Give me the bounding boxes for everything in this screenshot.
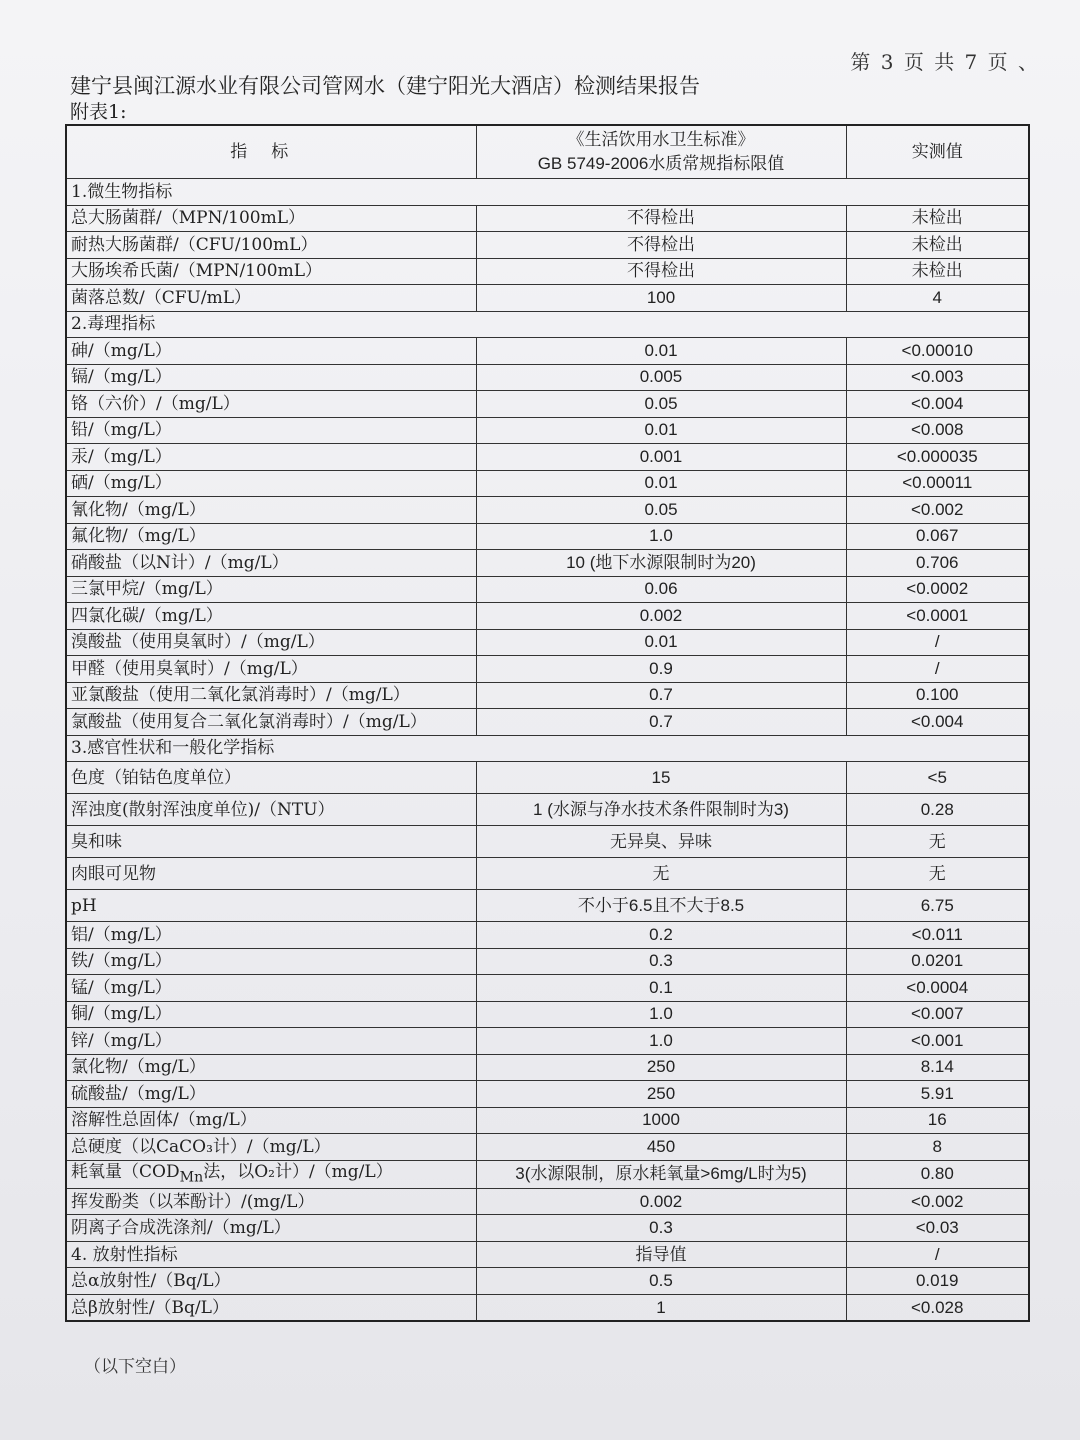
indicator-name: 汞/（mg/L）	[66, 444, 476, 471]
table-row	[66, 470, 1029, 497]
table-row	[66, 391, 1029, 418]
indicator-name: 总β放射性/（Bq/L）	[66, 1294, 476, 1321]
table-row	[66, 444, 1029, 471]
table-row	[66, 656, 1029, 683]
standard-limit: 不得检出	[476, 258, 846, 285]
measured-value: <0.003	[846, 364, 1029, 391]
annex-label: 附表1:	[70, 101, 127, 123]
measured-value: /	[846, 629, 1029, 656]
page-number: 第 3 页 共 7 页 、	[850, 50, 1040, 74]
measured-value: 8	[846, 1134, 1029, 1161]
measured-value: 0.80	[846, 1160, 1029, 1188]
measured-value: <0.028	[846, 1294, 1029, 1321]
standard-limit: 1.0	[476, 1028, 846, 1055]
standard-limit: 0.3	[476, 1215, 846, 1242]
indicator-name: 三氯甲烷/（mg/L）	[66, 576, 476, 603]
indicator-name: 总α放射性/（Bq/L）	[66, 1268, 476, 1295]
standard-limit: 100	[476, 285, 846, 312]
indicator-name: 铝/（mg/L）	[66, 922, 476, 949]
standard-limit: 不得检出	[476, 205, 846, 232]
table-row	[66, 858, 1029, 890]
measured-value: 未检出	[846, 232, 1029, 259]
indicator-name: 铬（六价）/（mg/L）	[66, 391, 476, 418]
standard-limit: 0.005	[476, 364, 846, 391]
measured-value: /	[846, 656, 1029, 683]
table-row	[66, 603, 1029, 630]
standard-limit: 0.5	[476, 1268, 846, 1295]
section-title: 2.毒理指标	[66, 311, 1029, 338]
indicator-name: 氯化物/（mg/L）	[66, 1054, 476, 1081]
measured-value: <0.008	[846, 417, 1029, 444]
section-row	[66, 179, 1029, 206]
measured-value: <0.007	[846, 1001, 1029, 1028]
indicator-name: 硫酸盐/（mg/L）	[66, 1081, 476, 1108]
measured-value: 4	[846, 285, 1029, 312]
indicator-name: 臭和味	[66, 826, 476, 858]
table-row	[66, 258, 1029, 285]
header-standard-line1: 《生活饮用水卫生标准》	[567, 130, 755, 150]
indicator-name: 溶解性总固体/（mg/L）	[66, 1107, 476, 1134]
table-row	[66, 1134, 1029, 1161]
standard-limit: 0.7	[476, 682, 846, 709]
standard-limit: 0.002	[476, 603, 846, 630]
indicator-name: 阴离子合成洗涤剂/（mg/L）	[66, 1215, 476, 1242]
measured-value: 无	[846, 858, 1029, 890]
section-row	[66, 311, 1029, 338]
indicator-name: 挥发酚类（以苯酚计）/(mg/L）	[66, 1188, 476, 1215]
indicator-name: 甲醛（使用臭氧时）/（mg/L）	[66, 656, 476, 683]
indicator-name: 氰化物/（mg/L）	[66, 497, 476, 524]
header-measured: 实测值	[846, 125, 1029, 179]
measured-value: 0.019	[846, 1268, 1029, 1295]
table-row	[66, 948, 1029, 975]
table-row	[66, 709, 1029, 736]
table-row	[66, 1268, 1029, 1295]
header-standard	[476, 125, 846, 179]
indicator-name: 总大肠菌群/（MPN/100mL）	[66, 205, 476, 232]
indicator-name: 耗氧量（$COD_{Mn}$法，以O₂计）/（mg/L）	[66, 1160, 476, 1188]
standard-limit: 3(水源限制，原水耗氧量>6mg/L时为5)	[476, 1160, 846, 1188]
table-row	[66, 794, 1029, 826]
standard-limit: 250	[476, 1054, 846, 1081]
table-row	[66, 629, 1029, 656]
results-table	[65, 124, 1030, 1322]
measured-value: <0.002	[846, 1188, 1029, 1215]
measured-value: <0.00011	[846, 470, 1029, 497]
table-row	[66, 1215, 1029, 1242]
standard-limit: 0.7	[476, 709, 846, 736]
table-row	[66, 1001, 1029, 1028]
standard-limit: 不小于6.5且不大于8.5	[476, 890, 846, 922]
table-row	[66, 922, 1029, 949]
standard-limit: 0.01	[476, 470, 846, 497]
table-row	[66, 1028, 1029, 1055]
table-row	[66, 890, 1029, 922]
standard-limit: 0.3	[476, 948, 846, 975]
table-row	[66, 205, 1029, 232]
standard-limit: 0.05	[476, 497, 846, 524]
indicator-name: 砷/（mg/L）	[66, 338, 476, 365]
section-row	[66, 735, 1029, 762]
measured-value: 0.0201	[846, 948, 1029, 975]
standard-limit: 450	[476, 1134, 846, 1161]
measured-value: 0.28	[846, 794, 1029, 826]
indicator-name: 氯酸盐（使用复合二氧化氯消毒时）/（mg/L）	[66, 709, 476, 736]
table-row	[66, 497, 1029, 524]
indicator-name: 铁/（mg/L）	[66, 948, 476, 975]
indicator-name: 锰/（mg/L）	[66, 975, 476, 1002]
standard-limit: 无	[476, 858, 846, 890]
table-header-row	[66, 125, 1029, 179]
indicator-name: 镉/（mg/L）	[66, 364, 476, 391]
standard-limit: 0.01	[476, 338, 846, 365]
indicator-name: 溴酸盐（使用臭氧时）/（mg/L）	[66, 629, 476, 656]
measured-value: <0.0002	[846, 576, 1029, 603]
measured-value: <0.0004	[846, 975, 1029, 1002]
table-row	[66, 1294, 1029, 1321]
table-row	[66, 1188, 1029, 1215]
measured-value: 未检出	[846, 205, 1029, 232]
section-title: 1.微生物指标	[66, 179, 1029, 206]
table-row	[66, 682, 1029, 709]
measured-value: 无	[846, 826, 1029, 858]
indicator-name: 色度（铂钴色度单位）	[66, 762, 476, 794]
indicator-name: 铜/（mg/L）	[66, 1001, 476, 1028]
measured-value: 5.91	[846, 1081, 1029, 1108]
measured-value: 0.706	[846, 550, 1029, 577]
table-row	[66, 1054, 1029, 1081]
standard-limit: 0.01	[476, 629, 846, 656]
measured-value: <5	[846, 762, 1029, 794]
standard-limit: 15	[476, 762, 846, 794]
indicator-name: 亚氯酸盐（使用二氧化氯消毒时）/（mg/L）	[66, 682, 476, 709]
standard-limit: 1000	[476, 1107, 846, 1134]
table-row	[66, 232, 1029, 259]
measured-value: <0.002	[846, 497, 1029, 524]
table-row	[66, 1160, 1029, 1188]
indicator-name: 大肠埃希氏菌/（MPN/100mL）	[66, 258, 476, 285]
indicator-name: 锌/（mg/L）	[66, 1028, 476, 1055]
indicator-name: 四氯化碳/（mg/L）	[66, 603, 476, 630]
standard-limit: 0.06	[476, 576, 846, 603]
measured-value: <0.004	[846, 391, 1029, 418]
standard-limit: 0.9	[476, 656, 846, 683]
indicator-name: 浑浊度(散射浑浊度单位)/（NTU）	[66, 794, 476, 826]
measured-value: <0.00010	[846, 338, 1029, 365]
table-row	[66, 762, 1029, 794]
standard-limit: 0.1	[476, 975, 846, 1002]
indicator-name: 氟化物/（mg/L）	[66, 523, 476, 550]
indicator-name: 总硬度（以CaCO₃计）/（mg/L）	[66, 1134, 476, 1161]
standard-limit: 0.01	[476, 417, 846, 444]
table-row	[66, 1081, 1029, 1108]
standard-limit: 1.0	[476, 523, 846, 550]
indicator-name: 肉眼可见物	[66, 858, 476, 890]
measured-value: 0.100	[846, 682, 1029, 709]
measured-value: 16	[846, 1107, 1029, 1134]
section-title: 3.感官性状和一般化学指标	[66, 735, 1029, 762]
standard-limit: 0.2	[476, 922, 846, 949]
standard-limit: 250	[476, 1081, 846, 1108]
measured-value: <0.001	[846, 1028, 1029, 1055]
measured-value: 8.14	[846, 1054, 1029, 1081]
report-title: 建宁县闽江源水业有限公司管网水（建宁阳光大酒店）检测结果报告	[70, 74, 700, 98]
indicator-name: 菌落总数/（CFU/mL）	[66, 285, 476, 312]
indicator-name: pH	[66, 890, 476, 922]
measured-value: <0.004	[846, 709, 1029, 736]
table-row	[66, 285, 1029, 312]
measured-value: 0.067	[846, 523, 1029, 550]
standard-limit: 0.002	[476, 1188, 846, 1215]
measured-value: <0.000035	[846, 444, 1029, 471]
indicator-name: 硝酸盐（以N计）/（mg/L）	[66, 550, 476, 577]
measured-value: 6.75	[846, 890, 1029, 922]
footer-note: （以下空白）	[84, 1357, 186, 1377]
table-row	[66, 523, 1029, 550]
table-row	[66, 417, 1029, 444]
table-row	[66, 338, 1029, 365]
standard-limit: 1 (水源与净水技术条件限制时为3)	[476, 794, 846, 826]
indicator-name: 硒/（mg/L）	[66, 470, 476, 497]
standard-limit: 不得检出	[476, 232, 846, 259]
section-title: 4. 放射性指标	[66, 1241, 476, 1268]
section-limit: 指导值	[476, 1241, 846, 1268]
measured-value: 未检出	[846, 258, 1029, 285]
section-row	[66, 1241, 1029, 1268]
indicator-name: 耐热大肠菌群/（CFU/100mL）	[66, 232, 476, 259]
table-row	[66, 576, 1029, 603]
section-measured: /	[846, 1241, 1029, 1268]
standard-limit: 1	[476, 1294, 846, 1321]
table-row	[66, 826, 1029, 858]
header-standard-line2: GB 5749-2006水质常规指标限值	[537, 154, 785, 173]
standard-limit: 0.001	[476, 444, 846, 471]
standard-limit: 10 (地下水源限制时为20)	[476, 550, 846, 577]
measured-value: <0.0001	[846, 603, 1029, 630]
table-row	[66, 1107, 1029, 1134]
indicator-name: 铅/（mg/L）	[66, 417, 476, 444]
standard-limit: 无异臭、异味	[476, 826, 846, 858]
table-row	[66, 975, 1029, 1002]
measured-value: <0.011	[846, 922, 1029, 949]
table-row	[66, 550, 1029, 577]
standard-limit: 1.0	[476, 1001, 846, 1028]
measured-value: <0.03	[846, 1215, 1029, 1242]
table-row	[66, 364, 1029, 391]
standard-limit: 0.05	[476, 391, 846, 418]
header-indicator: 指标	[66, 125, 476, 179]
